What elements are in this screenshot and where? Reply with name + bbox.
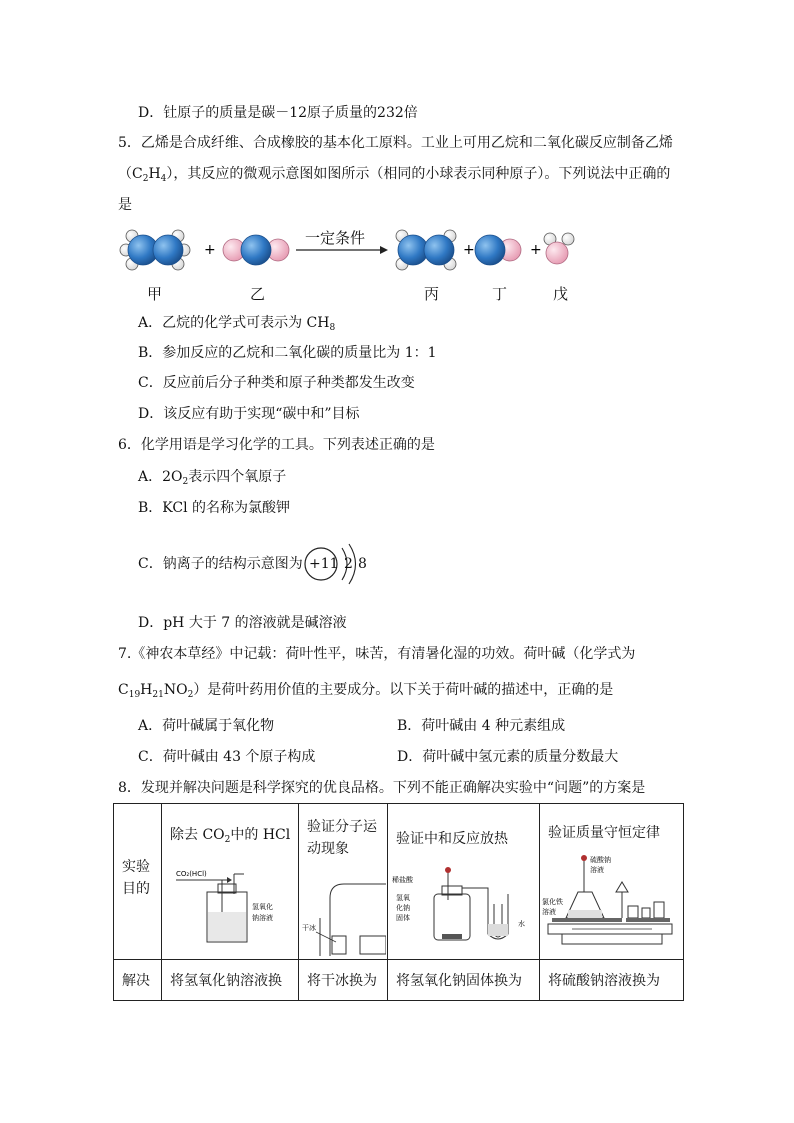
label-bing: 丙 <box>424 285 440 303</box>
cell-molecule-motion <box>299 804 388 960</box>
col2-solution: 将干冰换为 <box>299 960 388 1001</box>
col4-title: 验证质量守恒定律 <box>548 825 660 841</box>
label-wu: 戊 <box>553 285 569 303</box>
q7-stem-line2: $C_{19}H_{21}NO_2$）是荷叶药用价值的主要成分。以下关于荷叶碱的描述中，正确的是 <box>118 682 614 700</box>
shell-1-electrons: 2 <box>344 556 353 572</box>
molecule-wu <box>544 233 574 264</box>
svg-text:氢氧: 氢氧 <box>396 894 410 902</box>
col1-solution: 将氢氧化钠溶液换 <box>162 960 299 1001</box>
q5-option-b: B．参加反应的乙烷和二氧化碳的质量比为 1：1 <box>138 345 437 361</box>
q5-option-a: A．乙烷的化学式可表示为 $CH_8$ <box>138 315 336 333</box>
svg-text:钠溶液: 钠溶液 <box>252 914 273 922</box>
q6-option-d: D．pH 大于 7 的溶液就是碱溶液 <box>138 615 347 631</box>
q7-option-c: C．荷叶碱由 43 个原子构成 <box>138 749 316 765</box>
cell-remove-hcl <box>162 804 299 960</box>
svg-text:固体: 固体 <box>396 914 410 922</box>
q5-option-d: D．该反应有助于实现“碳中和”目标 <box>138 406 360 422</box>
q5-stem-line2: $(C_2H_4)$，其反应的微观示意图如图所示（相同的小球表示同种原子）。下列说法中正确的 <box>118 166 671 184</box>
col2-title: 验证分子运 动现象 <box>307 819 377 857</box>
experiment-table <box>113 803 684 1001</box>
q6-option-a: A．$2O_2$表示四个氧原子 <box>138 469 287 487</box>
molecule-yi <box>223 235 289 265</box>
molecule-ding <box>475 235 521 265</box>
q7-option-b: B．荷叶碱由 4 种元素组成 <box>397 718 566 734</box>
svg-text:化钠: 化钠 <box>396 904 410 912</box>
col4-solution: 将硫酸钠溶液换为 <box>540 960 684 1001</box>
q7-option-d: D．荷叶碱中氢元素的质量分数最大 <box>397 749 619 765</box>
label-jia: 甲 <box>147 285 163 303</box>
nucleus-charge: +11 <box>309 556 339 572</box>
neutralization-apparatus-figure <box>390 864 538 954</box>
col3-title: 验证中和反应放热 <box>396 831 508 847</box>
cell-mass-conservation <box>540 804 684 960</box>
reaction-condition: 一定条件 <box>305 229 366 247</box>
balance-apparatus-figure <box>542 852 677 952</box>
cell-neutralization-heat <box>388 804 540 960</box>
molecule-bing <box>396 230 456 270</box>
svg-text:氯化铁: 氯化铁 <box>542 898 563 906</box>
svg-text:+: + <box>530 242 542 258</box>
svg-text:CO₂(HCl): CO₂(HCl) <box>176 870 207 878</box>
svg-text:溶液: 溶液 <box>542 908 556 916</box>
gas-washing-bottle-figure <box>172 864 292 944</box>
svg-text:氢氧化: 氢氧化 <box>252 903 273 911</box>
q6-option-b: B．KCl 的名称为氯酸钾 <box>138 500 291 516</box>
q6-stem: 6．化学用语是学习化学的工具。下列表述正确的是 <box>118 437 435 453</box>
molecule-jia <box>120 230 190 270</box>
q7-stem-line1: 7.《神农本草经》中记载：荷叶性平，味苦，有清暑化湿的功效。荷叶碱（化学式为 <box>118 646 636 662</box>
svg-text:+: + <box>463 242 475 258</box>
col1-title: 除去 $CO_2$中的 HCl <box>170 827 291 845</box>
shell-2-electrons: 8 <box>358 556 367 572</box>
q5-stem-line1: 5．乙烯是合成纤维、合成橡胶的基本化工原料。工业上可用乙烷和二氧化碳反应制备乙烯 <box>118 135 673 151</box>
col3-solution: 将氢氧化钠固体换为 <box>388 960 540 1001</box>
row-head-solution: 解决 <box>114 960 162 1001</box>
plus-sign: + <box>204 242 216 258</box>
q5-option-c: C．反应前后分子种类和原子种类都发生改变 <box>138 375 415 391</box>
svg-text:溶液: 溶液 <box>590 866 604 874</box>
q8-stem: 8．发现并解决问题是科学探究的优良品格。下列不能正确解决实验中“问题”的方案是 <box>118 780 646 796</box>
q4-option-d: D．钍原子的质量是碳－12原子质量的232倍 <box>138 105 418 121</box>
q7-option-a: A．荷叶碱属于氧化物 <box>138 718 275 734</box>
svg-text:稀盐酸: 稀盐酸 <box>392 876 413 884</box>
row-head-purpose: 实验 目的 <box>114 804 162 960</box>
svg-text:干冰: 干冰 <box>302 924 316 932</box>
q6-option-c: C．钠离子的结构示意图为 <box>138 556 303 572</box>
svg-text:硫酸钠: 硫酸钠 <box>590 856 611 864</box>
dry-ice-figure <box>300 878 386 958</box>
label-yi: 乙 <box>250 285 266 303</box>
label-ding: 丁 <box>492 285 508 303</box>
q5-stem-line3: 是 <box>118 197 132 213</box>
svg-text:水: 水 <box>518 920 525 928</box>
